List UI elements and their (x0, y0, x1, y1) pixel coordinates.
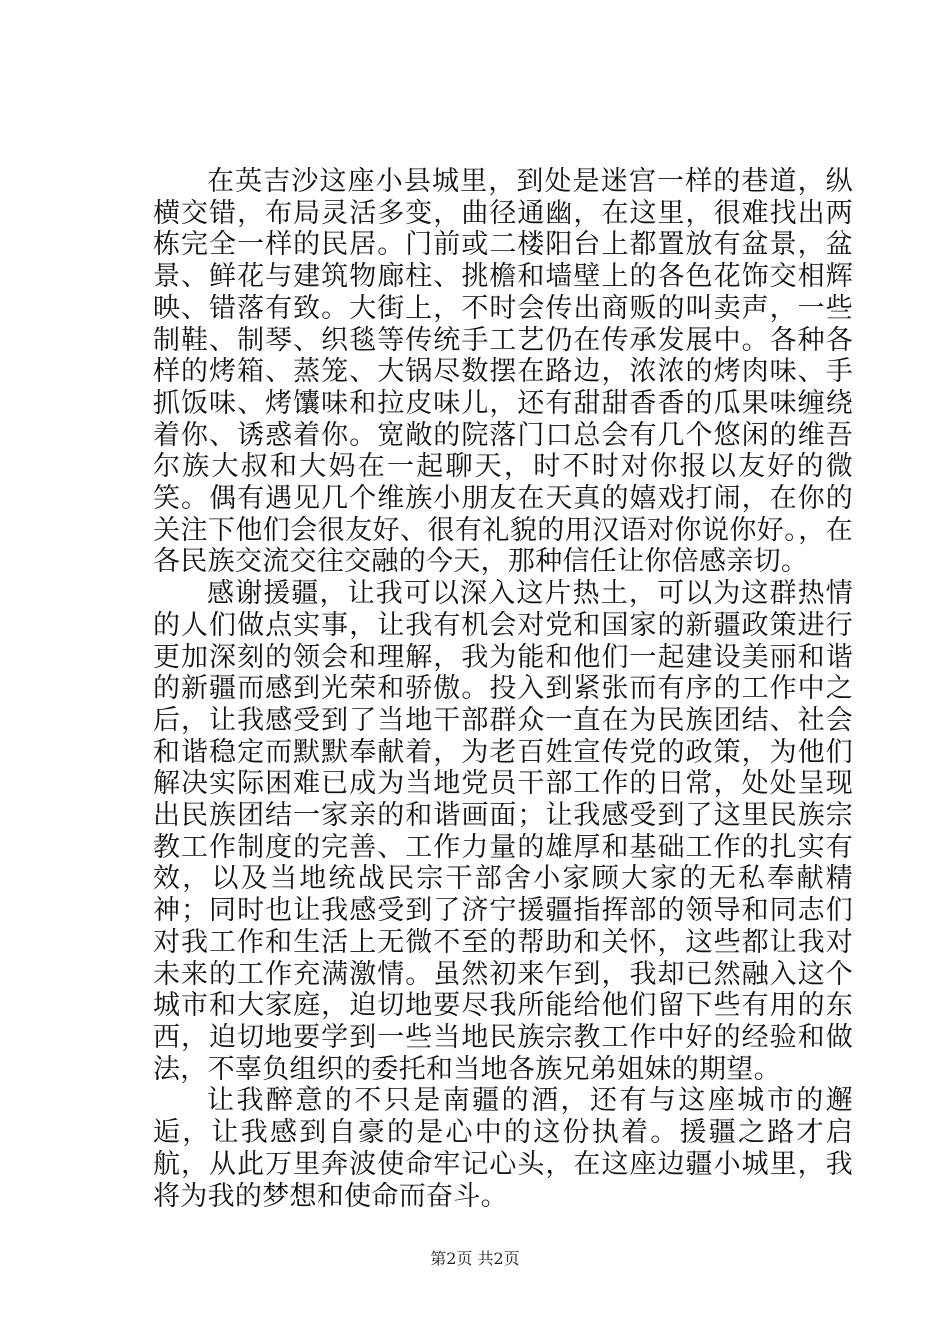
paragraph-3: 让我醉意的不只是南疆的酒，还有与这座城市的邂逅，让我感到自豪的是心中的这份执着。援疆之路才启航，从此万里奔波使命牢记心头，在这座边疆小城里，我将为我的梦想和使命而奋斗。 (153, 1085, 853, 1212)
page-footer: 第2页 共2页 (430, 1249, 520, 1268)
paragraph-1: 在英吉沙这座小县城里，到处是迷宫一样的巷道，纵横交错，布局灵活多变，曲径通幽，在这里，很难找出两栋完全一样的民居。门前或二楼阳台上都置放有盆景，盆景、鲜花与建筑物廊柱、挑檐和墙壁上的各色花饰交相辉映、错落有致。大街上，不时会传出商贩的叫卖声，一些制鞋、制琴、织毯等传统手工艺仍在传承发展中。各种各样的烤箱、蒸笼、大锅尽数摆在路边，浓浓的烤肉味、手抓饭味、烤馕味和拉皮味儿，还有甜甜香香的瓜果味缠绕着你、诱惑着你。宽敞的院落门口总会有几个悠闲的维吾尔族大叔和大妈在一起聊天，时不时对你报以友好的微笑。偶有遇见几个维族小朋友在天真的嬉戏打闹，在你的关注下他们会很友好、很有礼貌的用汉语对你说你好。，在各民族交流交往交融的今天，那种信任让你倍感亲切。 (153, 166, 853, 578)
document-body (153, 166, 853, 1212)
paragraph-2: 感谢援疆，让我可以深入这片热土，可以为这群热情的人们做点实事，让我有机会对党和国家的新疆政策进行更加深刻的领会和理解，我为能和他们一起建设美丽和谐的新疆而感到光荣和骄傲。投入到紧张而有序的工作中之后，让我感受到了当地干部群众一直在为民族团结、社会和谐稳定而默默奉献着，为老百姓宣传党的政策，为他们解决实际困难已成为当地党员干部工作的日常，处处呈现出民族团结一家亲的和谐画面；让我感受到了这里民族宗教工作制度的完善、工作力量的雄厚和基础工作的扎实有效，以及当地统战民宗干部舍小家顾大家的无私奉献精神；同时也让我感受到了济宁援疆指挥部的领导和同志们对我工作和生活上无微不至的帮助和关怀，这些都让我对未来的工作充满激情。虽然初来乍到，我却已然融入这个城市和大家庭，迫切地要尽我所能给他们留下些有用的东西，迫切地要学到一些当地民族宗教工作中好的经验和做法，不辜负组织的委托和当地各族兄弟姐妹的期望。 (153, 578, 853, 1085)
